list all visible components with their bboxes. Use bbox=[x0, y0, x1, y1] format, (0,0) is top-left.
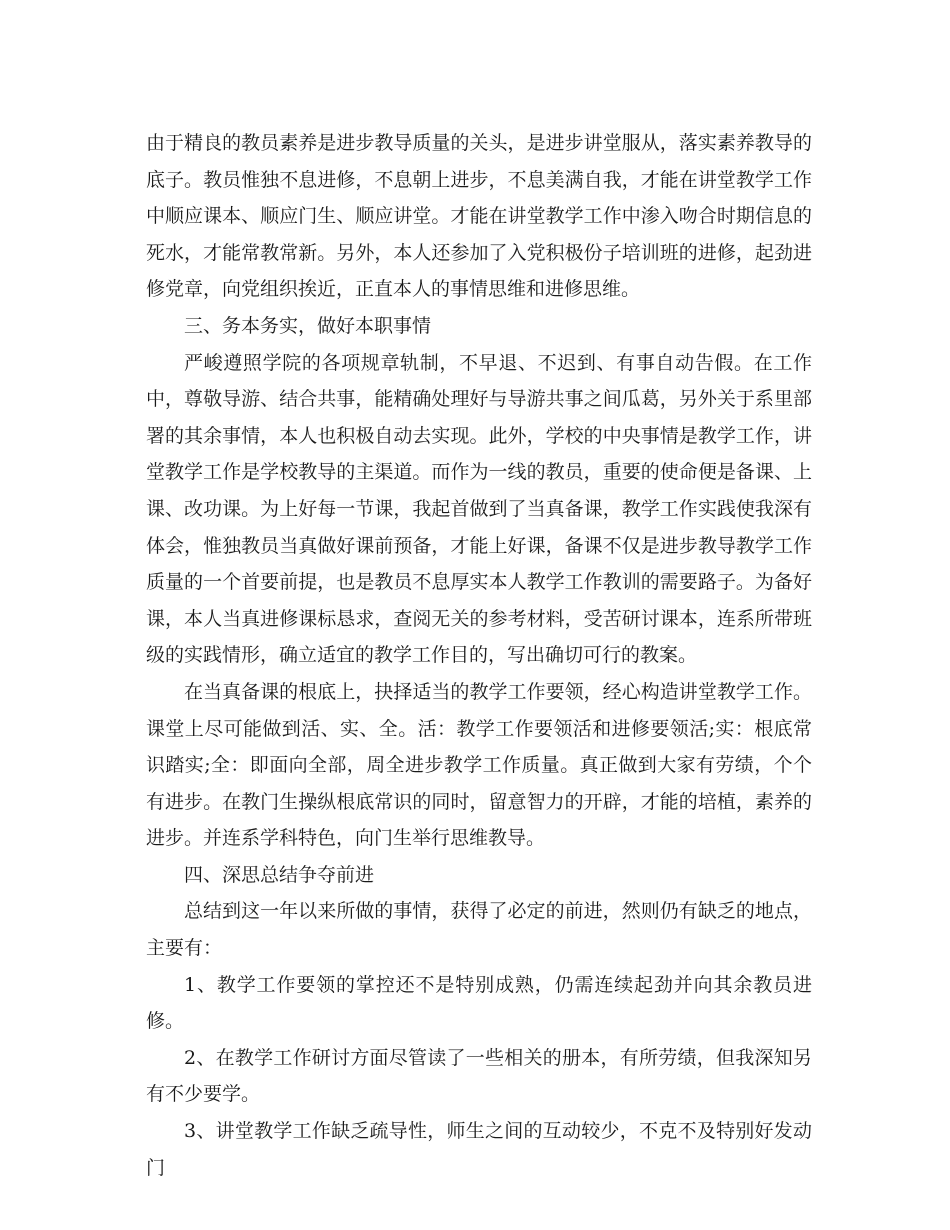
paragraph-teacher-quality: 由于精良的教员素养是进步教导质量的关头，是进步讲堂服从，落实素养教导的底子。教员惟独不息进修，不息朝上进步，不息美满自我，才能在讲堂教学工作中顺应课本、顺应门生、顺应讲堂。才能在讲堂教学工作中渗入吻合时期信息的死水，才能常教常新。另外，本人还参加了入党积极份子培训班的进修，起劲进修党章，向党组织挨近，正直本人的事情思维和进修思维。 bbox=[146, 132, 812, 301]
section-heading-duties: 三、务本务实，做好本职事情 bbox=[184, 314, 432, 337]
paragraph-teaching-methods: 在当真备课的根底上，抉择适当的教学工作要领，经心构造讲堂教学工作。课堂上尽可能做到活、实、全。活：教学工作要领活和进修要领活;实：根底常识踏实;全：即面向全部，周全进步教学工作质量。真正做到大家有劳绩，个个有进步。在教门生操纵根底常识的同时，留意智力的开辟，才能的培植，素养的进步。并连系学科特色，向门生举行思维教导。 bbox=[146, 680, 812, 850]
paragraph-duties: 严峻遵照学院的各项规章轨制，不早退、不迟到、有事自动告假。在工作中，尊敬导游、结合共事，能精确处理好与导游共事之间瓜葛，另外关于系里部署的其余事情，本人也积极自动去实现。此外，学校的中央事情是教学工作，讲堂教学工作是学校教导的主渠道。而作为一线的教员，重要的使命便是备课、上课、改功课。为上好每一节课，我起首做到了当真备课，教学工作实践使我深有体会，惟独教员当真做好课前预备，才能上好课，备课不仅是进步教导教学工作质量的一个首要前提，也是教员不息厚实本人教学工作教训的需要路子。为备好课，本人当真进修课标恳求，查阅无关的参考材料，受苦研讨课本，连系所带班级的实践情形，确立适宜的教学工作目的，写出确切可行的教案。 bbox=[146, 351, 812, 667]
list-item-shortcoming-1: 1、教学工作要领的掌控还不是特别成熟，仍需连续起劲并向其余教员进修。 bbox=[146, 973, 812, 1033]
list-item-shortcoming-3: 3、讲堂教学工作缺乏疏导性，师生之间的互动较少，不克不及特别好发动门 bbox=[146, 1120, 812, 1179]
list-item-shortcoming-2: 2、在教学工作研讨方面尽管读了一些相关的册本，有所劳绩，但我深知另有不少要学。 bbox=[146, 1046, 812, 1106]
section-heading-reflection: 四、深思总结争夺前进 bbox=[184, 863, 375, 886]
paragraph-summary: 总结到这一年以来所做的事情，获得了必定的前进，然则仍有缺乏的地点，主要有： bbox=[146, 900, 812, 960]
document-body bbox=[146, 125, 812, 1186]
